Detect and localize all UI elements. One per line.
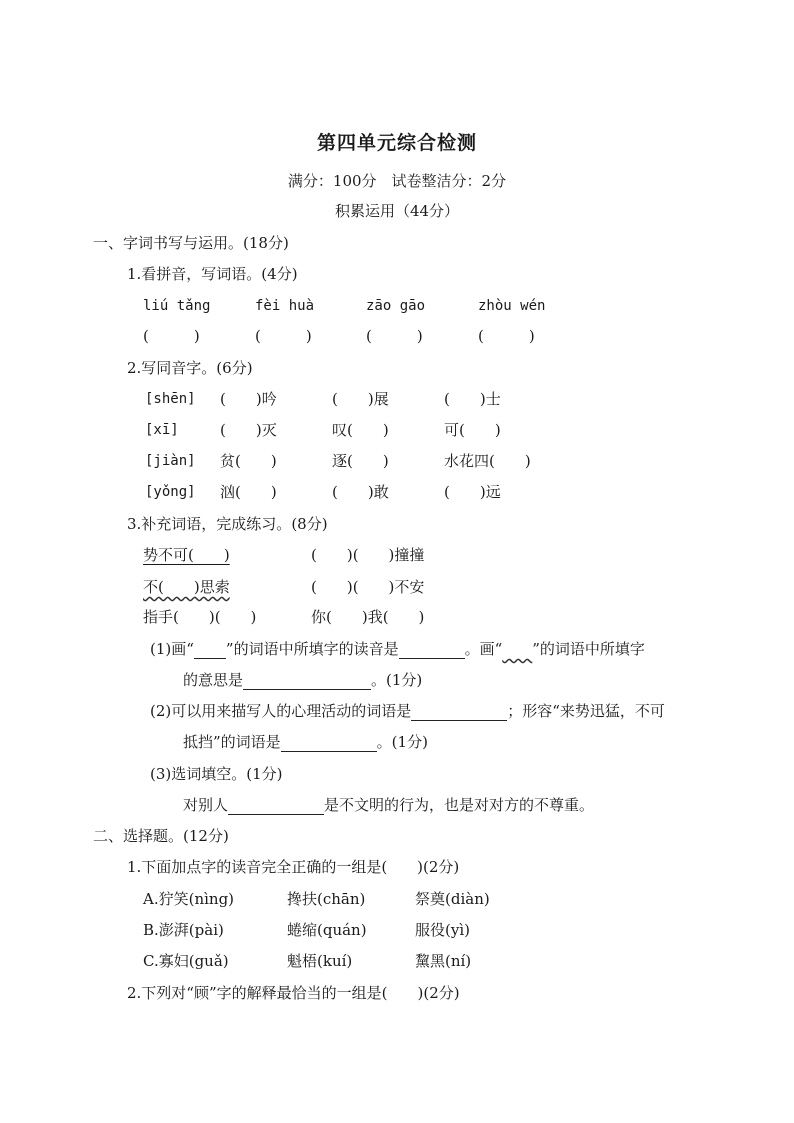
homophone-pinyin: [yǒng]: [145, 484, 196, 500]
text: (2)可以用来描写人的心理活动的词语是: [150, 702, 412, 720]
text: 。(1分): [371, 671, 423, 689]
answer-blank-1[interactable]: ( ): [143, 327, 200, 345]
homophone-item[interactable]: ( )敢: [332, 483, 389, 501]
s2-q1-prompt: 1.下面加点字的读音完全正确的一组是( )(2分): [127, 858, 460, 876]
section1-heading: 一、字词书写与运用。(18分): [93, 234, 289, 252]
idiom-wavy[interactable]: 不( )思索: [143, 578, 230, 596]
sub-question-1: [150, 639, 645, 659]
q2-prompt: 2.写同音字。(6分): [127, 359, 253, 377]
pinyin-2: fèi huà: [255, 298, 315, 314]
homophone-pinyin: [shēn]: [145, 391, 196, 407]
pinyin-4: zhòu wén: [478, 298, 546, 314]
text: ；形容“来势迅猛，不可: [507, 702, 665, 720]
homophone-item[interactable]: 可( ): [444, 421, 501, 439]
pinyin-1: liú tǎng: [143, 298, 211, 314]
option-item: 搀扶(chān): [287, 890, 366, 908]
option-item[interactable]: B.澎湃(pài): [143, 921, 224, 939]
homophone-pinyin: [jiàn]: [145, 453, 196, 469]
text: 对别人: [183, 796, 229, 814]
homophone-item[interactable]: 汹( ): [220, 483, 277, 501]
homophone-item[interactable]: 逐( ): [332, 452, 389, 470]
idiom-underlined[interactable]: 势不可( ): [143, 546, 230, 564]
score-info: 满分：100分 试卷整洁分：2分: [287, 172, 507, 190]
option-item: 服役(yì): [415, 921, 470, 939]
answer-line[interactable]: [399, 642, 465, 659]
answer-line[interactable]: [243, 673, 371, 690]
page-title: 第四单元综合检测: [316, 132, 477, 154]
idiom-blank[interactable]: 指手( )( ): [143, 608, 257, 626]
homophone-item[interactable]: 叹( ): [332, 421, 389, 439]
sub-question-2-cont: [183, 732, 428, 752]
homophone-item[interactable]: 贫( ): [220, 452, 277, 470]
sub-question-1-cont: [183, 670, 422, 690]
idiom-blank[interactable]: ( )( )不安: [311, 578, 425, 596]
option-item[interactable]: C.寡妇(guǎ): [143, 952, 229, 970]
answer-blank-3[interactable]: ( ): [366, 327, 423, 345]
answer-blank-4[interactable]: ( ): [478, 327, 535, 345]
option-item: 祭奠(diàn): [415, 890, 490, 908]
option-item: 黧黑(ní): [415, 952, 472, 970]
homophone-item[interactable]: ( )灭: [220, 421, 277, 439]
homophone-item[interactable]: ( )士: [444, 390, 501, 408]
option-item: 魁梧(kuí): [287, 952, 353, 970]
homophone-item[interactable]: 水花四( ): [444, 452, 531, 470]
homophone-item[interactable]: ( )展: [332, 390, 389, 408]
option-item: 蜷缩(quán): [287, 921, 367, 939]
q3-prompt: 3.补充词语，完成练习。(8分): [127, 515, 328, 533]
sub-question-2: [150, 701, 665, 721]
text: 是不文明的行为，也是对对方的不尊重。: [324, 796, 595, 814]
section2-heading: 二、选择题。(12分): [93, 827, 229, 845]
text: 。画“: [464, 640, 503, 658]
part-title: 积累运用（44分）: [334, 202, 460, 220]
sub-question-3-cont: [183, 795, 594, 815]
homophone-item[interactable]: ( )远: [444, 483, 501, 501]
text: 的意思是: [183, 671, 244, 689]
text: 。(1分): [376, 733, 428, 751]
text: ”的词语中所填字: [532, 640, 645, 658]
idiom-blank[interactable]: ( )( )撞撞: [311, 546, 425, 564]
underline-sample: [194, 642, 226, 659]
homophone-item[interactable]: ( )吟: [220, 390, 277, 408]
wavy-sample: ​: [502, 640, 533, 658]
sub-question-3: (3)选词填空。(1分): [150, 765, 283, 783]
text: 抵挡”的词语是: [183, 733, 281, 751]
answer-line[interactable]: [228, 798, 324, 815]
q1-prompt: 1.看拼音，写词语。(4分): [127, 265, 298, 283]
option-item[interactable]: A.狞笑(nìng): [143, 890, 235, 908]
text: (1)画“: [150, 640, 194, 658]
s2-q2-prompt: 2.下列对“顾”字的解释最恰当的一组是( )(2分): [127, 984, 460, 1002]
text: ”的词语中所填字的读音是: [225, 640, 399, 658]
homophone-pinyin: [xī]: [145, 422, 179, 438]
answer-line[interactable]: [411, 704, 507, 721]
answer-line[interactable]: [281, 735, 377, 752]
idiom-blank[interactable]: 你( )我( ): [311, 608, 425, 626]
answer-blank-2[interactable]: ( ): [255, 327, 312, 345]
pinyin-3: zāo gāo: [366, 298, 426, 314]
